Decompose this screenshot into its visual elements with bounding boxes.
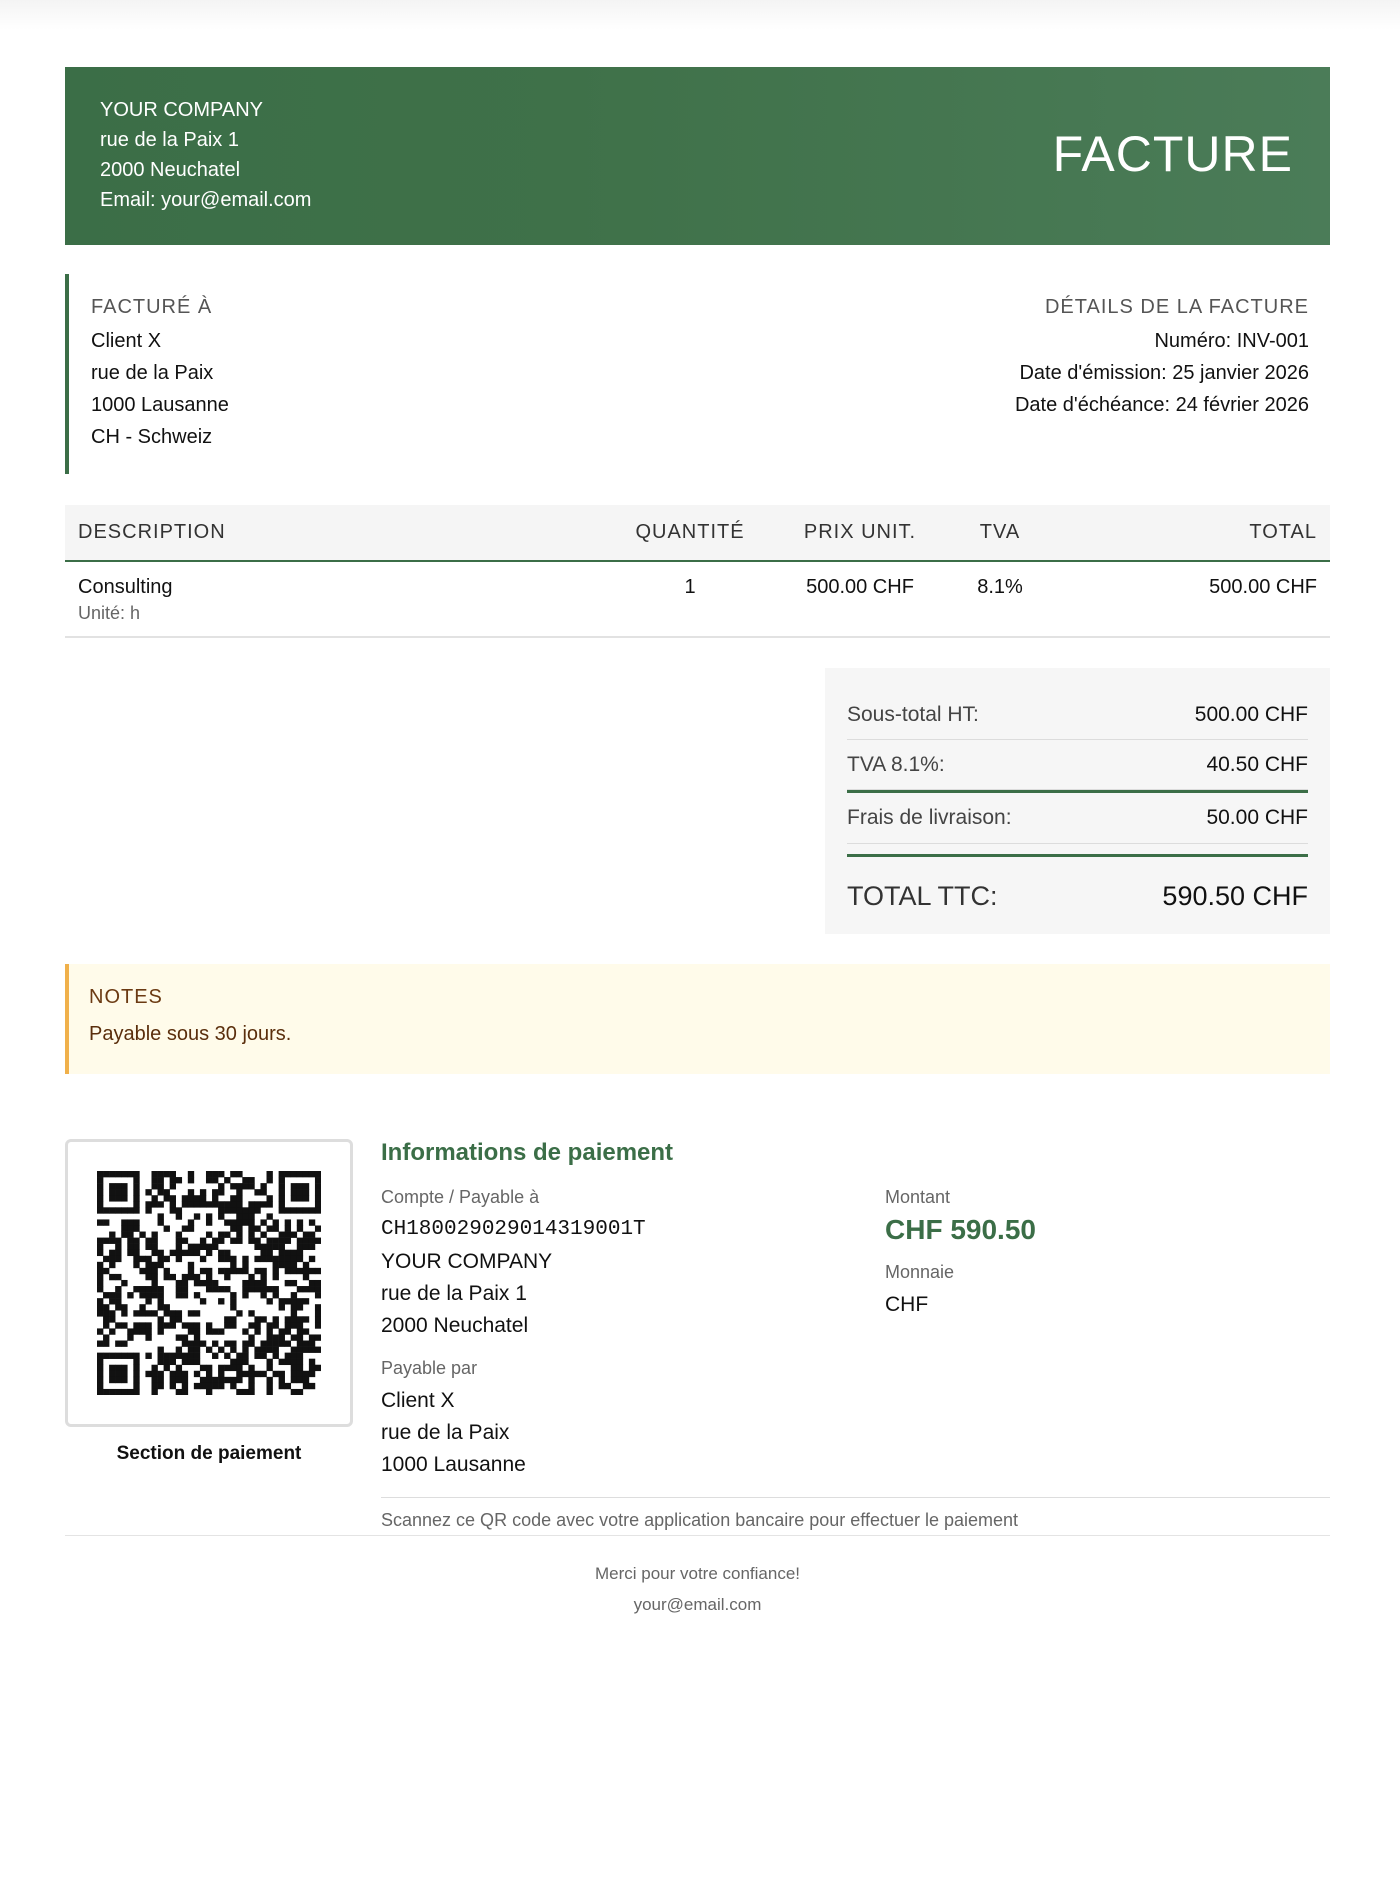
payment-right-column: [885, 1187, 1330, 1481]
invoice-details-block: [1015, 296, 1309, 421]
creditor-street: rue de la Paix 1: [381, 1282, 527, 1305]
payment-info: [381, 1139, 1330, 1481]
footer: [65, 1558, 1330, 1620]
invoice-number: Numéro: INV-001: [1154, 330, 1309, 352]
header-quantity: QUANTITÉ: [605, 505, 775, 561]
grand-total-row: [847, 864, 1308, 928]
client-country: CH - Schweiz: [91, 426, 213, 448]
item-description-cell: [65, 561, 605, 637]
currency-value: CHF: [885, 1293, 929, 1316]
footer-email: your@email.com: [633, 1595, 762, 1614]
shipping-value: 50.00 CHF: [1206, 806, 1308, 829]
item-unit-price: 500.00 CHF: [775, 561, 945, 637]
qr-code-box: [65, 1139, 353, 1427]
due-date: Date d'échéance: 24 février 2026: [1014, 394, 1309, 416]
notes-text: Payable sous 30 jours.: [89, 1023, 292, 1045]
payment-left-column: [381, 1187, 885, 1481]
client-city: 1000 Lausanne: [91, 394, 229, 416]
creditor-name: YOUR COMPANY: [381, 1250, 553, 1273]
qr-caption: Section de paiement: [116, 1443, 302, 1464]
client-street: rue de la Paix: [91, 362, 214, 384]
grand-total-divider: [847, 854, 1308, 864]
company-street: rue de la Paix 1: [100, 129, 239, 151]
shipping-row: [847, 790, 1308, 844]
footer-thanks: Merci pour votre confiance!: [594, 1564, 801, 1583]
payment-title: Informations de paiement: [381, 1139, 674, 1166]
client-name: Client X: [91, 330, 162, 352]
subtotal-value: 500.00 CHF: [1194, 702, 1308, 726]
item-total: 500.00 CHF: [1055, 561, 1330, 637]
company-block: [100, 95, 311, 215]
payer-city: 1000 Lausanne: [381, 1453, 526, 1476]
header-description: DESCRIPTION: [65, 505, 605, 561]
header-tva: TVA: [945, 505, 1055, 561]
tva-value: 40.50 CHF: [1206, 752, 1308, 776]
company-name: YOUR COMPANY: [100, 99, 263, 121]
payer-street: rue de la Paix: [381, 1421, 510, 1444]
amount-value: CHF 590.50: [885, 1214, 1036, 1245]
account-label: Compte / Payable à: [381, 1187, 540, 1207]
iban-value: CH180029029014319001T: [381, 1218, 646, 1241]
currency-label: Monnaie: [885, 1262, 955, 1282]
company-city: 2000 Neuchatel: [100, 159, 241, 181]
totals-box: [825, 668, 1330, 934]
subtotal-row: [847, 690, 1308, 740]
issue-date: Date d'émission: 25 janvier 2026: [1019, 362, 1309, 384]
footer-divider: [65, 1535, 1330, 1536]
items-table: [65, 505, 1330, 638]
item-quantity: 1: [605, 561, 775, 637]
invoice-details-label: DÉTAILS DE LA FACTURE: [1044, 296, 1309, 318]
item-unit: Unité: h: [78, 603, 141, 623]
document-title: FACTURE: [1052, 126, 1293, 182]
table-row: [65, 561, 1330, 637]
table-header-row: [65, 505, 1330, 561]
shipping-label: Frais de livraison:: [847, 806, 1012, 829]
company-email: Email: your@email.com: [100, 189, 312, 211]
item-description: Consulting: [78, 576, 173, 598]
payer-name: Client X: [381, 1389, 455, 1412]
subtotal-label: Sous-total HT:: [847, 702, 979, 726]
amount-label: Montant: [885, 1187, 951, 1207]
top-shade: [0, 0, 1400, 30]
header-total: TOTAL: [1055, 505, 1330, 561]
grand-total-value: 590.50 CHF: [1162, 880, 1308, 911]
scan-instructions: Scannez ce QR code avec votre application bancaire pour effectuer le paiement: [381, 1510, 1019, 1530]
tva-label: TVA 8.1%:: [847, 752, 945, 776]
notes-title: NOTES: [89, 986, 163, 1008]
item-tva: 8.1%: [945, 561, 1055, 637]
bill-to-label: FACTURÉ À: [91, 296, 213, 318]
bill-to-block: [65, 274, 465, 474]
qr-code-icon: [97, 1171, 321, 1395]
invoice-header: [65, 67, 1330, 245]
scan-divider: [381, 1497, 1330, 1498]
creditor-city: 2000 Neuchatel: [381, 1314, 529, 1337]
notes-box: [65, 964, 1330, 1074]
payer-label: Payable par: [381, 1358, 478, 1378]
grand-total-label: TOTAL TTC:: [847, 880, 998, 911]
header-unit-price: PRIX UNIT.: [775, 505, 945, 561]
tva-row: [847, 740, 1308, 790]
